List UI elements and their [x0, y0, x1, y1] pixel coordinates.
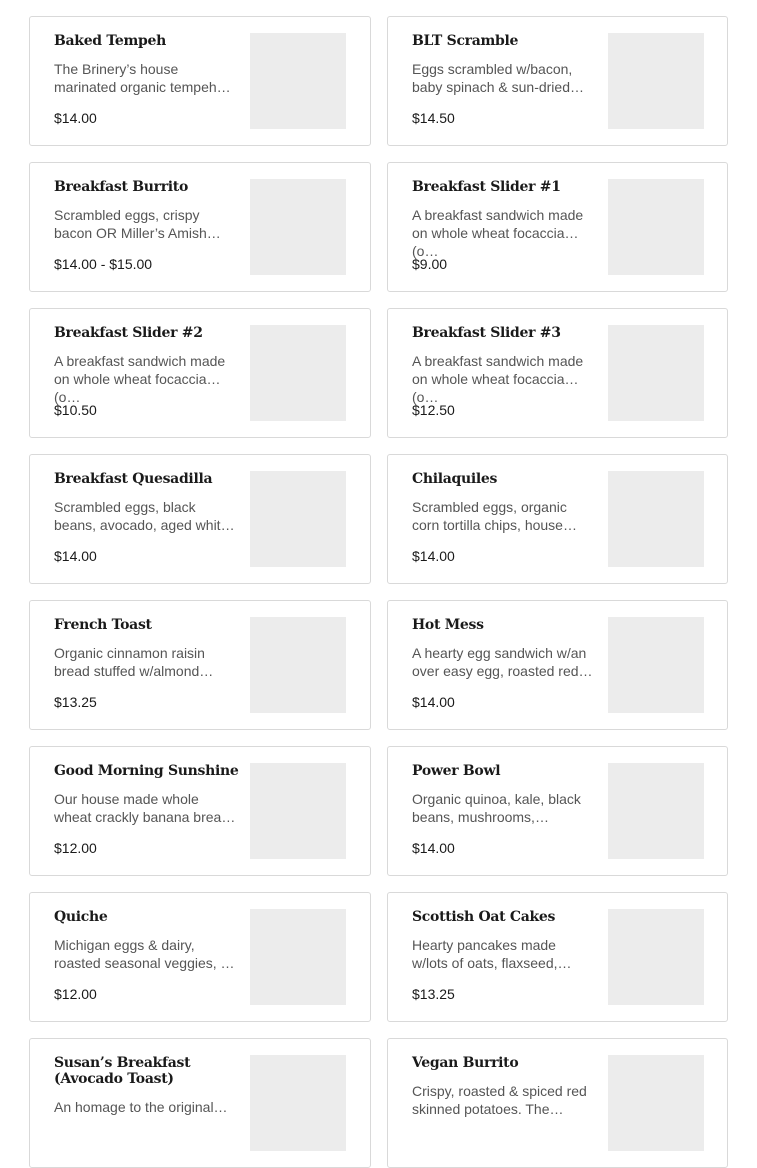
item-description: Crispy, roasted & spiced red skinned potatoes. The…: [412, 1083, 587, 1117]
item-price: $12.00: [54, 840, 97, 856]
item-description: Scrambled eggs, organic corn tortilla chips, house…: [412, 499, 577, 533]
item-description: Eggs scrambled w/bacon, baby spinach & sun-dried…: [412, 61, 584, 95]
item-description: Hearty pancakes made w/lots of oats, flaxseed,…: [412, 937, 572, 971]
item-price: $13.25: [54, 694, 97, 710]
item-price: $14.00: [412, 840, 455, 856]
item-image-placeholder: [250, 179, 346, 275]
item-title: Breakfast Slider #3: [412, 325, 561, 341]
item-price: $10.50: [54, 402, 97, 418]
item-description: An homage to the original…: [54, 1099, 228, 1115]
menu-item-card[interactable]: [29, 454, 371, 584]
item-image-placeholder: [250, 1055, 346, 1151]
item-price: $14.00: [412, 694, 455, 710]
menu-item-card[interactable]: [29, 308, 371, 438]
item-price: $12.00: [54, 986, 97, 1002]
menu-item-card[interactable]: [29, 16, 371, 146]
item-image-placeholder: [250, 617, 346, 713]
item-description: Scrambled eggs, crispy bacon OR Miller’s Amish…: [54, 207, 221, 241]
item-price: $14.50: [412, 110, 455, 126]
menu-item-card[interactable]: [387, 600, 728, 730]
menu-item-card[interactable]: [29, 600, 371, 730]
menu-grid: [29, 16, 729, 1168]
item-title: Vegan Burrito: [412, 1055, 519, 1071]
item-image-placeholder: [250, 33, 346, 129]
item-description: Scrambled eggs, black beans, avocado, aged whit…: [54, 499, 235, 533]
item-image-placeholder: [608, 325, 704, 421]
menu-item-card[interactable]: [387, 454, 728, 584]
menu-item-card[interactable]: [29, 746, 371, 876]
item-image-placeholder: [250, 325, 346, 421]
item-image-placeholder: [608, 33, 704, 129]
menu-item-card[interactable]: [387, 16, 728, 146]
item-image-placeholder: [250, 471, 346, 567]
item-title: BLT Scramble: [412, 33, 519, 49]
item-title: Good Morning Sunshine: [54, 763, 239, 779]
item-description: The Brinery’s house marinated organic tempeh…: [54, 61, 231, 95]
item-price: $13.25: [412, 986, 455, 1002]
item-title: Chilaquiles: [412, 471, 498, 487]
item-title: Breakfast Quesadilla: [54, 471, 213, 487]
item-title: Hot Mess: [412, 617, 484, 633]
item-image-placeholder: [250, 909, 346, 1005]
menu-item-card[interactable]: [29, 892, 371, 1022]
item-description: Our house made whole wheat crackly banana brea…: [54, 791, 236, 825]
menu-item-card[interactable]: [387, 746, 728, 876]
item-title: Breakfast Burrito: [54, 179, 188, 195]
item-price: $14.00: [54, 548, 97, 564]
item-image-placeholder: [250, 763, 346, 859]
item-description: A breakfast sandwich made on whole wheat focaccia (o…: [412, 353, 584, 405]
item-image-placeholder: [608, 617, 704, 713]
item-image-placeholder: [608, 909, 704, 1005]
item-image-placeholder: [608, 179, 704, 275]
item-title: Breakfast Slider #2: [54, 325, 203, 341]
menu-item-card[interactable]: [387, 162, 728, 292]
item-price: $14.00: [412, 548, 455, 564]
menu-item-card[interactable]: [387, 308, 728, 438]
item-title: Baked Tempeh: [54, 33, 166, 49]
item-description: A breakfast sandwich made on whole wheat focaccia (o…: [412, 207, 584, 259]
item-description: Organic quinoa, kale, black beans, mushrooms,…: [412, 791, 581, 825]
item-description: Michigan eggs & dairy, roasted seasonal veggies, …: [54, 937, 235, 971]
item-title: Breakfast Slider #1: [412, 179, 561, 195]
item-price: $9.00: [412, 256, 448, 272]
item-title: Quiche: [54, 909, 108, 925]
item-image-placeholder: [608, 1055, 704, 1151]
item-title: Scottish Oat Cakes: [412, 909, 556, 925]
menu-item-card[interactable]: [387, 892, 728, 1022]
item-price: $14.00: [54, 110, 97, 126]
item-title: Power Bowl: [412, 763, 501, 779]
item-description: A breakfast sandwich made on whole wheat focaccia (o…: [54, 353, 226, 405]
menu-item-card[interactable]: [29, 1038, 371, 1168]
item-price: $14.00 - $15.00: [54, 256, 153, 272]
item-price: $12.50: [412, 402, 455, 418]
menu-item-card[interactable]: [387, 1038, 728, 1168]
menu-item-card[interactable]: [29, 162, 371, 292]
item-title: Susan’s Breakfast (Avocado Toast): [54, 1055, 191, 1087]
item-image-placeholder: [608, 763, 704, 859]
item-description: A hearty egg sandwich w/an over easy egg, roasted red…: [412, 645, 593, 679]
item-description: Organic cinnamon raisin bread stuffed w/almond…: [54, 645, 214, 679]
item-title: French Toast: [54, 617, 152, 633]
item-image-placeholder: [608, 471, 704, 567]
